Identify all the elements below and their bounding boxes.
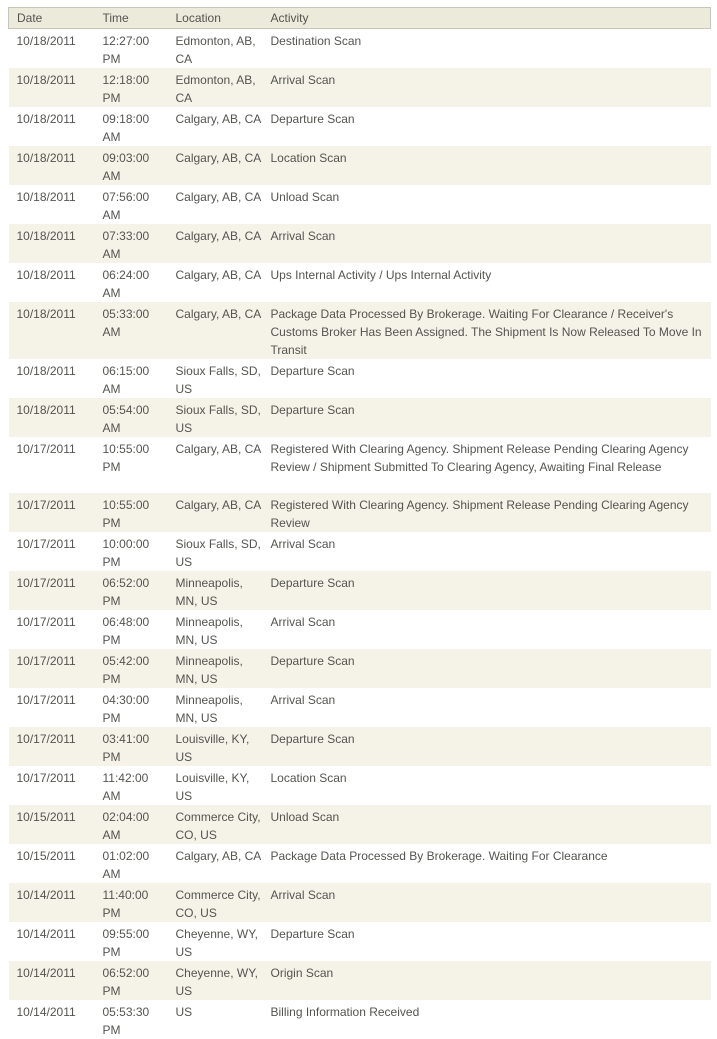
cell-time: 06:15:00 AM [95, 359, 168, 398]
cell-time: 04:30:00 PM [95, 688, 168, 727]
cell-time: 06:52:00 PM [95, 571, 168, 610]
cell-date: 10/14/2011 [9, 922, 95, 961]
cell-location: Edmonton, AB, CA [168, 68, 263, 107]
cell-activity: Registered With Clearing Agency. Shipment Release Pending Clearing Agency Review [263, 493, 711, 532]
cell-date: 10/14/2011 [9, 961, 95, 1000]
cell-location: Cheyenne, WY, US [168, 922, 263, 961]
cell-date: 10/17/2011 [9, 571, 95, 610]
column-header-location: Location [168, 8, 263, 29]
cell-time: 06:52:00 PM [95, 961, 168, 1000]
cell-activity: Departure Scan [263, 359, 711, 398]
cell-date: 10/18/2011 [9, 263, 95, 302]
column-header-time: Time [95, 8, 168, 29]
table-row [9, 263, 711, 302]
cell-activity: Unload Scan [263, 185, 711, 224]
cell-location: Commerce City, CO, US [168, 805, 263, 844]
tracking-history [8, 7, 710, 1039]
cell-time: 09:03:00 AM [95, 146, 168, 185]
cell-date: 10/18/2011 [9, 185, 95, 224]
cell-location: Sioux Falls, SD, US [168, 398, 263, 437]
cell-location: US [168, 1000, 263, 1039]
cell-time: 02:04:00 AM [95, 805, 168, 844]
cell-date: 10/17/2011 [9, 688, 95, 727]
table-row [9, 844, 711, 883]
cell-time: 06:24:00 AM [95, 263, 168, 302]
table-row [9, 359, 711, 398]
cell-activity: Registered With Clearing Agency. Shipment Release Pending Clearing Agency Review / Shipment Submitted To Clearing Agency, Awaiting Final Release [263, 437, 711, 493]
table-row [9, 29, 711, 69]
cell-date: 10/15/2011 [9, 805, 95, 844]
table-row [9, 493, 711, 532]
table-row [9, 68, 711, 107]
cell-activity: Departure Scan [263, 922, 711, 961]
cell-date: 10/14/2011 [9, 1000, 95, 1039]
cell-location: Louisville, KY, US [168, 727, 263, 766]
cell-location: Calgary, AB, CA [168, 844, 263, 883]
cell-activity: Departure Scan [263, 649, 711, 688]
cell-activity: Origin Scan [263, 961, 711, 1000]
cell-activity: Arrival Scan [263, 883, 711, 922]
cell-time: 09:55:00 PM [95, 922, 168, 961]
cell-date: 10/17/2011 [9, 610, 95, 649]
cell-location: Calgary, AB, CA [168, 263, 263, 302]
cell-location: Sioux Falls, SD, US [168, 532, 263, 571]
cell-date: 10/18/2011 [9, 224, 95, 263]
cell-activity: Arrival Scan [263, 532, 711, 571]
cell-location: Edmonton, AB, CA [168, 29, 263, 69]
table-row [9, 922, 711, 961]
cell-time: 05:54:00 AM [95, 398, 168, 437]
cell-time: 12:18:00 PM [95, 68, 168, 107]
cell-date: 10/18/2011 [9, 359, 95, 398]
cell-location: Minneapolis, MN, US [168, 610, 263, 649]
table-row [9, 532, 711, 571]
cell-date: 10/15/2011 [9, 844, 95, 883]
cell-location: Calgary, AB, CA [168, 493, 263, 532]
table-row [9, 185, 711, 224]
cell-activity: Package Data Processed By Brokerage. Waiting For Clearance / Receiver's Customs Broker Has Been Assigned. The Shipment Is Now Released To Move In Transit [263, 302, 711, 359]
table-row [9, 302, 711, 359]
table-row [9, 883, 711, 922]
cell-time: 07:33:00 AM [95, 224, 168, 263]
cell-activity: Departure Scan [263, 727, 711, 766]
cell-activity: Departure Scan [263, 398, 711, 437]
cell-activity: Unload Scan [263, 805, 711, 844]
table-row [9, 224, 711, 263]
cell-date: 10/18/2011 [9, 398, 95, 437]
cell-time: 10:55:00 PM [95, 493, 168, 532]
cell-location: Commerce City, CO, US [168, 883, 263, 922]
header-row [9, 8, 711, 29]
table-row [9, 1000, 711, 1039]
table-row [9, 437, 711, 493]
cell-date: 10/18/2011 [9, 302, 95, 359]
cell-activity: Arrival Scan [263, 688, 711, 727]
table-row [9, 688, 711, 727]
cell-date: 10/18/2011 [9, 107, 95, 146]
cell-activity: Location Scan [263, 146, 711, 185]
cell-location: Minneapolis, MN, US [168, 649, 263, 688]
cell-location: Minneapolis, MN, US [168, 688, 263, 727]
table-row [9, 571, 711, 610]
cell-activity: Arrival Scan [263, 68, 711, 107]
cell-date: 10/17/2011 [9, 437, 95, 493]
table-row [9, 727, 711, 766]
cell-activity: Destination Scan [263, 29, 711, 69]
cell-location: Calgary, AB, CA [168, 224, 263, 263]
cell-location: Sioux Falls, SD, US [168, 359, 263, 398]
table-row [9, 961, 711, 1000]
cell-location: Calgary, AB, CA [168, 185, 263, 224]
cell-time: 01:02:00 AM [95, 844, 168, 883]
cell-date: 10/17/2011 [9, 766, 95, 805]
column-header-date: Date [9, 8, 95, 29]
cell-date: 10/18/2011 [9, 68, 95, 107]
cell-time: 07:56:00 AM [95, 185, 168, 224]
cell-location: Calgary, AB, CA [168, 107, 263, 146]
cell-date: 10/18/2011 [9, 146, 95, 185]
cell-date: 10/17/2011 [9, 727, 95, 766]
cell-time: 10:00:00 PM [95, 532, 168, 571]
cell-activity: Billing Information Received [263, 1000, 711, 1039]
cell-time: 12:27:00 PM [95, 29, 168, 69]
table-row [9, 398, 711, 437]
cell-time: 10:55:00 PM [95, 437, 168, 493]
cell-time: 05:42:00 PM [95, 649, 168, 688]
cell-time: 11:42:00 AM [95, 766, 168, 805]
cell-activity: Ups Internal Activity / Ups Internal Activity [263, 263, 711, 302]
cell-activity: Package Data Processed By Brokerage. Waiting For Clearance [263, 844, 711, 883]
cell-time: 05:33:00 AM [95, 302, 168, 359]
cell-location: Minneapolis, MN, US [168, 571, 263, 610]
cell-time: 05:53:30 PM [95, 1000, 168, 1039]
tracking-table [8, 7, 711, 1039]
table-row [9, 805, 711, 844]
cell-date: 10/17/2011 [9, 493, 95, 532]
cell-location: Cheyenne, WY, US [168, 961, 263, 1000]
cell-date: 10/18/2011 [9, 29, 95, 69]
cell-time: 09:18:00 AM [95, 107, 168, 146]
cell-time: 06:48:00 PM [95, 610, 168, 649]
table-row [9, 610, 711, 649]
cell-date: 10/14/2011 [9, 883, 95, 922]
cell-location: Louisville, KY, US [168, 766, 263, 805]
column-header-activity: Activity [263, 8, 711, 29]
cell-activity: Arrival Scan [263, 610, 711, 649]
cell-activity: Departure Scan [263, 107, 711, 146]
cell-date: 10/17/2011 [9, 532, 95, 571]
table-header [9, 8, 711, 29]
table-row [9, 766, 711, 805]
cell-activity: Location Scan [263, 766, 711, 805]
table-body [9, 29, 711, 1039]
table-row [9, 146, 711, 185]
cell-time: 11:40:00 PM [95, 883, 168, 922]
table-row [9, 649, 711, 688]
cell-date: 10/17/2011 [9, 649, 95, 688]
cell-location: Calgary, AB, CA [168, 302, 263, 359]
cell-activity: Departure Scan [263, 571, 711, 610]
cell-time: 03:41:00 PM [95, 727, 168, 766]
cell-location: Calgary, AB, CA [168, 146, 263, 185]
cell-location: Calgary, AB, CA [168, 437, 263, 493]
cell-activity: Arrival Scan [263, 224, 711, 263]
table-row [9, 107, 711, 146]
